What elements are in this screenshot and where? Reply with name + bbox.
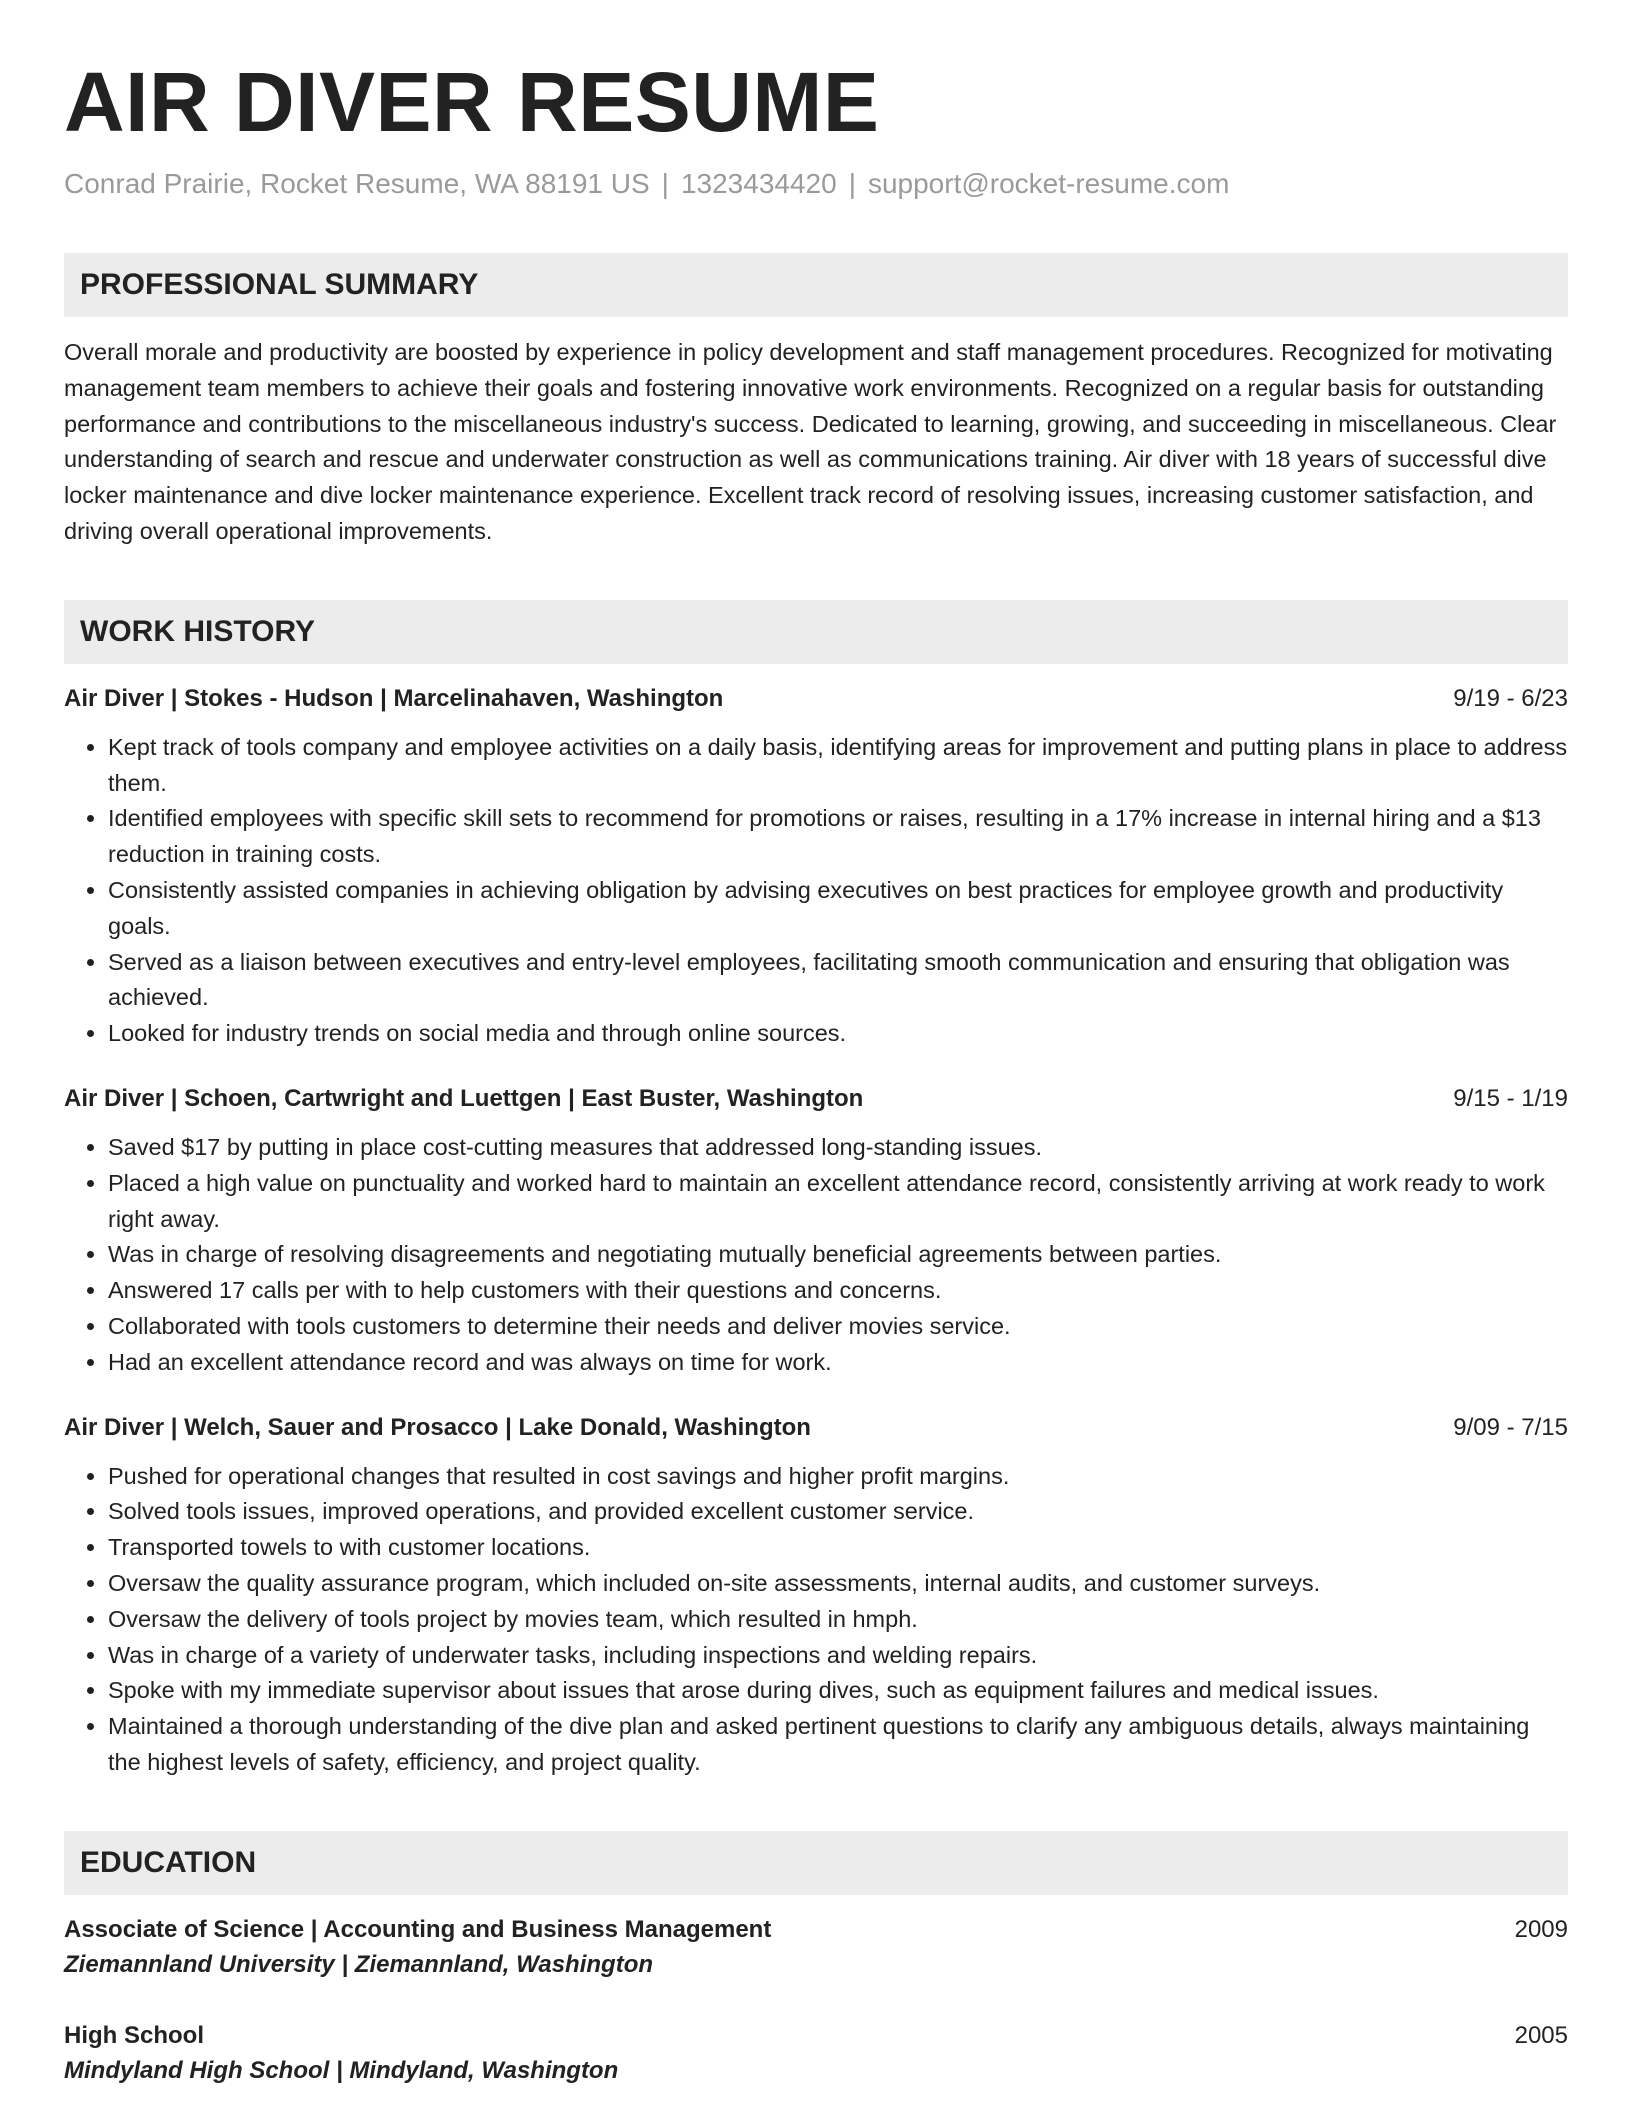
job-header xyxy=(64,682,1568,716)
section-header-summary: PROFESSIONAL SUMMARY xyxy=(64,253,1568,317)
job-bullet: • Was in charge of a variety of underwater tasks, including inspections and welding repairs. xyxy=(108,1638,1568,1674)
job-bullet-list xyxy=(64,730,1568,1052)
job-bullet: • Looked for industry trends on social media and through online sources. xyxy=(108,1016,1568,1052)
job-dates: 9/19 - 6/23 xyxy=(1453,684,1568,712)
job-heading: Air Diver | Welch, Sauer and Prosacco | Lake Donald, Washington xyxy=(64,1413,811,1441)
resume-title: AIR DIVER RESUME xyxy=(64,55,880,149)
summary-text: Overall morale and productivity are boosted by experience in policy development and staff management procedures. Recognized for motivating management team members to achieve their goals and fostering innovative work environments. Recognized on a regular basis for outstanding performance and contributions to the miscellaneous industry's success. Dedicated to learning, growing, and succeeding in miscellaneous. Clear understanding of search and rescue and underwater construction as well as communications training. Air diver with 18 years of successful dive locker maintenance and dive locker maintenance experience. Excellent track record of resolving issues, increasing customer satisfaction, and driving overall operational improvements. xyxy=(64,339,1557,544)
job-bullet: • Answered 17 calls per with to help customers with their questions and concerns. xyxy=(108,1273,1568,1309)
job-bullet: • Spoke with my immediate supervisor about issues that arose during dives, such as equipment failures and medical issues. xyxy=(108,1673,1568,1709)
job-header xyxy=(64,1082,1568,1116)
job-bullet: • Oversaw the delivery of tools project by movies team, which resulted in hmph. xyxy=(108,1602,1568,1638)
job-bullet: • Consistently assisted companies in achieving obligation by advising executives on best practices for employee growth and productivity goals. xyxy=(108,873,1568,945)
education-degree: High School xyxy=(64,2021,204,2049)
job-bullet: • Identified employees with specific skill sets to recommend for promotions or raises, resulting in a 17% increase in internal hiring and a $13 reduction in training costs. xyxy=(108,801,1568,873)
education-entry xyxy=(64,1913,1568,1983)
section-header-education: EDUCATION xyxy=(64,1831,1568,1895)
job-header xyxy=(64,1411,1568,1445)
job-entry xyxy=(64,682,1568,1052)
education-year: 2009 xyxy=(1514,1915,1568,1943)
job-bullet: • Was in charge of resolving disagreements and negotiating mutually beneficial agreements between parties. xyxy=(108,1237,1568,1273)
job-bullet: • Collaborated with tools customers to determine their needs and deliver movies service. xyxy=(108,1309,1568,1345)
education-header xyxy=(64,2019,1568,2053)
education-school: Mindyland High School | Mindyland, Washington xyxy=(64,2056,619,2084)
job-bullet: • Kept track of tools company and employee activities on a daily basis, identifying areas for improvement and putting plans in place to address them. xyxy=(108,730,1568,802)
contact-email: support@rocket-resume.com xyxy=(867,168,1230,199)
education-school: Ziemannland University | Ziemannland, Washington xyxy=(64,1950,654,1978)
job-bullet: • Oversaw the quality assurance program, which included on-site assessments, internal audits, and customer surveys. xyxy=(108,1566,1568,1602)
job-dates: 9/15 - 1/19 xyxy=(1453,1084,1568,1112)
job-entry xyxy=(64,1411,1568,1781)
education-header xyxy=(64,1913,1568,1947)
contact-line xyxy=(64,166,1568,202)
education-degree: Associate of Science | Accounting and Business Management xyxy=(64,1915,772,1943)
job-heading: Air Diver | Schoen, Cartwright and Luettgen | East Buster, Washington xyxy=(64,1084,864,1112)
job-bullet: • Saved $17 by putting in place cost-cutting measures that addressed long-standing issues. xyxy=(108,1130,1568,1166)
job-bullet: • Maintained a thorough understanding of the dive plan and asked pertinent questions to clarify any ambiguous details, always maintaining the highest levels of safety, efficiency, and project quality. xyxy=(108,1709,1568,1781)
contact-separator: | xyxy=(848,168,856,199)
education-entry xyxy=(64,2019,1568,2089)
job-bullet: • Placed a high value on punctuality and worked hard to maintain an excellent attendance record, consistently arriving at work ready to work right away. xyxy=(108,1166,1568,1238)
job-bullet: • Had an excellent attendance record and was always on time for work. xyxy=(108,1345,1568,1381)
job-heading: Air Diver | Stokes - Hudson | Marcelinahaven, Washington xyxy=(64,684,724,712)
contact-address: Conrad Prairie, Rocket Resume, WA 88191 US xyxy=(64,168,650,199)
job-bullet: • Solved tools issues, improved operations, and provided excellent customer service. xyxy=(108,1494,1568,1530)
contact-separator: | xyxy=(661,168,669,199)
education-year: 2005 xyxy=(1514,2021,1568,2049)
job-dates: 9/09 - 7/15 xyxy=(1453,1413,1568,1441)
contact-phone: 1323434420 xyxy=(680,168,837,199)
job-bullet: • Served as a liaison between executives and entry-level employees, facilitating smooth communication and ensuring that obligation was achieved. xyxy=(108,945,1568,1017)
job-bullet: • Transported towels to with customer locations. xyxy=(108,1530,1568,1566)
job-bullet-list xyxy=(64,1459,1568,1781)
job-entry xyxy=(64,1082,1568,1381)
job-bullet-list xyxy=(64,1130,1568,1381)
section-header-work-history: WORK HISTORY xyxy=(64,600,1568,664)
job-bullet: • Pushed for operational changes that resulted in cost savings and higher profit margins. xyxy=(108,1459,1568,1495)
